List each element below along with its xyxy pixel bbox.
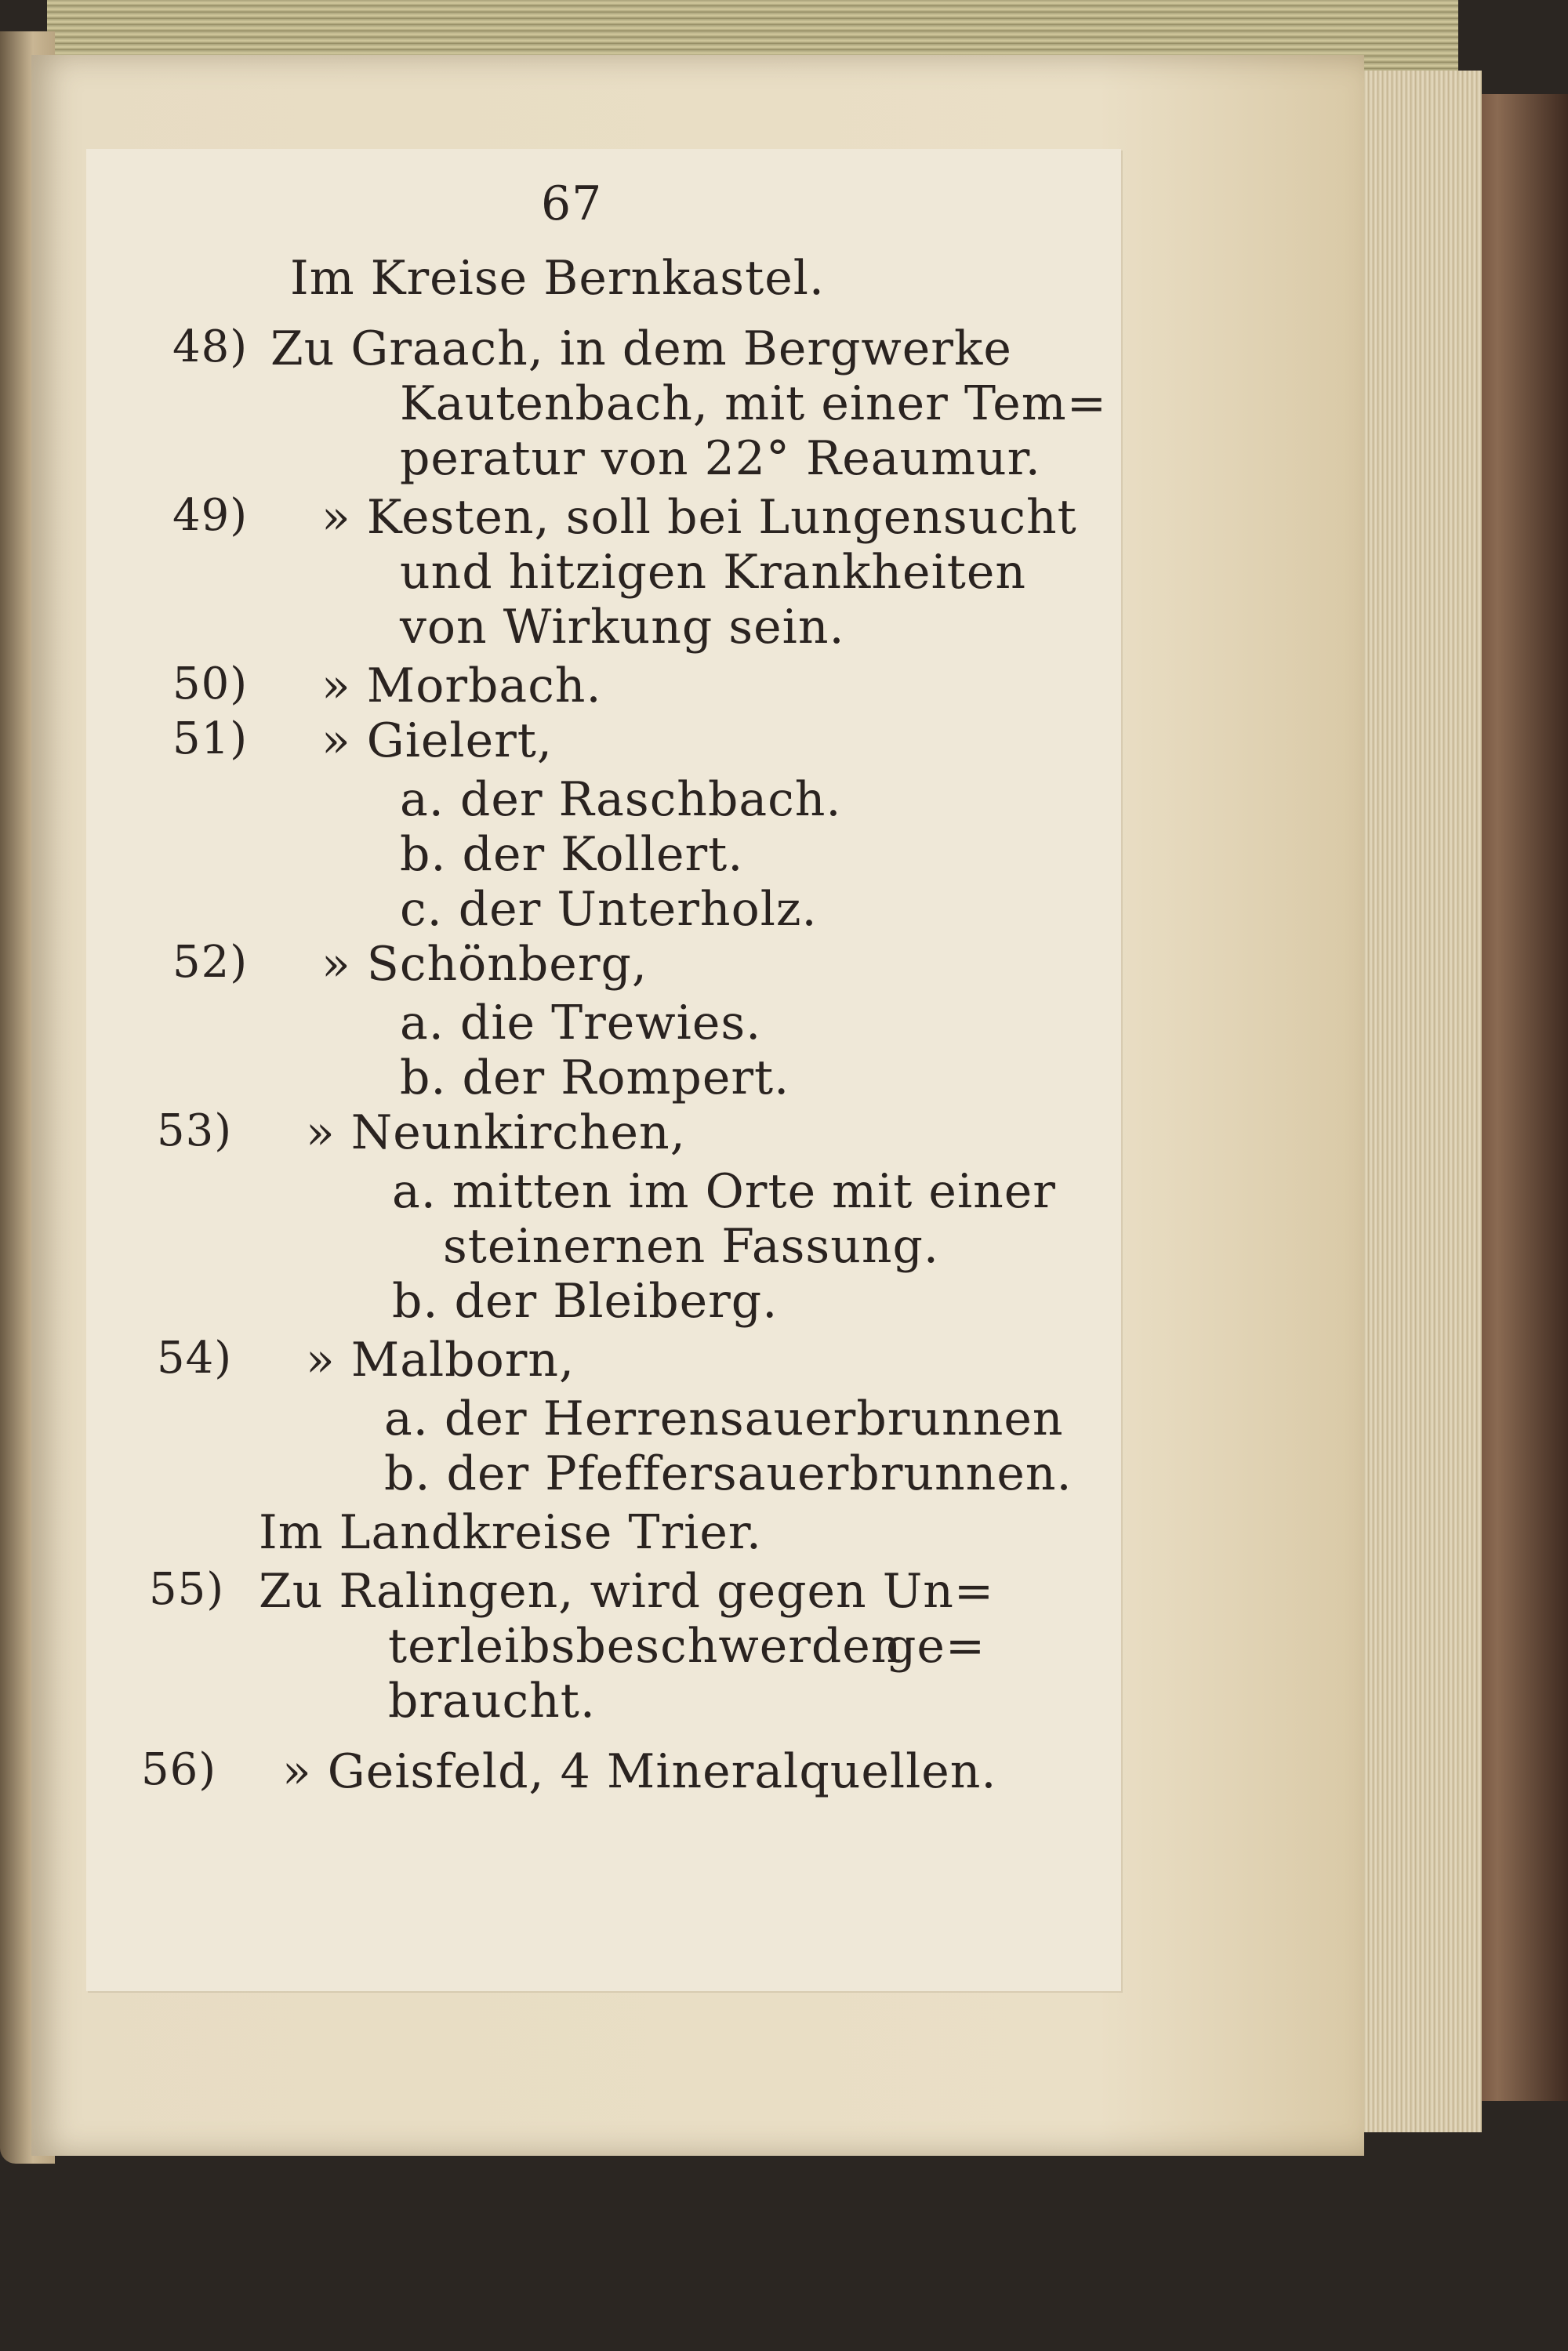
section-heading-bernkastel: Im Kreise Bernkastel. xyxy=(290,251,825,306)
entry-line: peratur von 22° Reaumur. xyxy=(400,431,1041,486)
entry-line: » Kesten, soll bei Lungensucht xyxy=(321,490,1077,545)
entry-line: von Wirkung sein. xyxy=(400,600,845,655)
page-text xyxy=(86,149,1121,1991)
entry-number: 51) xyxy=(172,713,249,764)
entry-subitem: b. der Bleiberg. xyxy=(392,1274,779,1329)
entry-subitem: c. der Unterholz. xyxy=(400,882,818,937)
entry-number: 48) xyxy=(172,321,249,372)
entry-subitem: a. mitten im Orte mit einer xyxy=(392,1164,1056,1219)
entry-line-hyphen: ge= xyxy=(886,1619,986,1674)
entry-subitem: steinernen Fassung. xyxy=(443,1219,939,1274)
entry-line: » Neunkirchen, xyxy=(306,1105,686,1160)
entry-subitem: b. der Kollert. xyxy=(400,827,744,882)
entry-line: » Gielert, xyxy=(321,713,553,768)
entry-subitem: a. die Trewies. xyxy=(400,996,762,1050)
pasted-paper-slip xyxy=(86,149,1121,1991)
entry-subitem: a. der Herrensauerbrunnen xyxy=(384,1391,1064,1446)
entry-number: 55) xyxy=(149,1564,225,1615)
section-heading-trier: Im Landkreise Trier. xyxy=(259,1505,763,1560)
entry-number: 53) xyxy=(157,1105,233,1156)
entry-number: 49) xyxy=(172,490,249,541)
entry-subitem: b. der Rompert. xyxy=(400,1050,790,1105)
entry-line: braucht. xyxy=(388,1674,596,1729)
page-number: 67 xyxy=(541,176,603,231)
entry-line: » Morbach. xyxy=(321,658,602,713)
entry-line: » Schönberg, xyxy=(321,937,648,992)
entry-line: » Geisfeld, 4 Mineralquellen. xyxy=(282,1744,997,1799)
entry-subitem: b. der Pfeffersauerbrunnen. xyxy=(384,1446,1073,1501)
entry-number: 56) xyxy=(141,1744,217,1795)
entry-number: 50) xyxy=(172,658,249,709)
entry-line: und hitzigen Krankheiten xyxy=(400,545,1027,600)
entry-line: Zu Ralingen, wird gegen Un= xyxy=(259,1564,995,1619)
entry-number: 52) xyxy=(172,937,249,988)
book-page xyxy=(31,55,1364,2156)
entry-line: terleibsbeschwerden xyxy=(388,1619,902,1674)
entry-line: Kautenbach, mit einer Tem= xyxy=(400,376,1107,431)
entry-line: » Malborn, xyxy=(306,1333,575,1388)
entry-subitem: a. der Raschbach. xyxy=(400,772,842,827)
entry-number: 54) xyxy=(157,1333,233,1384)
entry-line: Zu Graach, in dem Bergwerke xyxy=(270,321,1012,376)
